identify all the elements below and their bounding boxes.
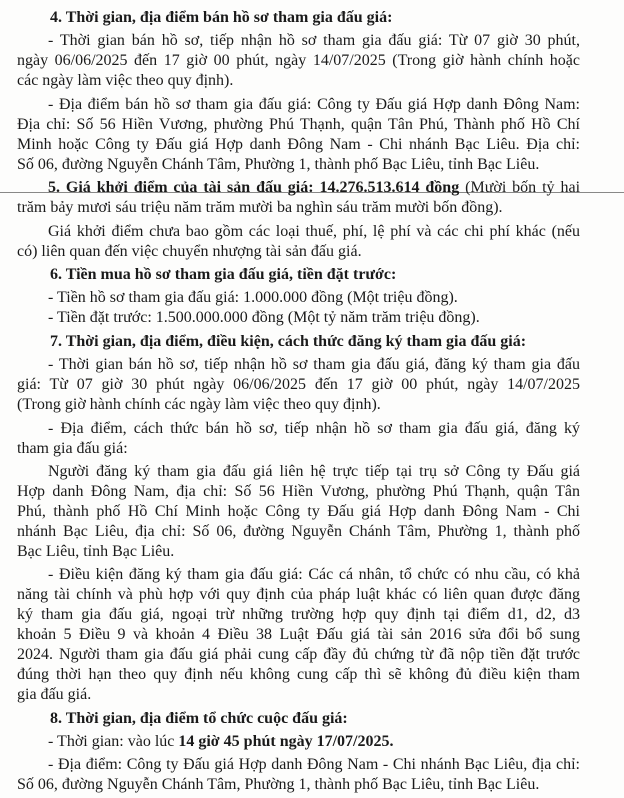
text-line: - Địa điểm, cách thức bán hồ sơ, tiếp nhận hồ sơ tham gia đấu giá, đăng ký	[48, 419, 580, 437]
text-line: Người đăng ký tham gia đấu giá liên hệ trực tiếp tại trụ sở Công ty Đấu giá	[48, 462, 580, 480]
text-line: - Thời gian bán hồ sơ, tiếp nhận hồ sơ tham gia đấu giá, đăng ký tham gia đấu	[48, 356, 580, 374]
section-heading	[17, 332, 580, 352]
text-line: Giá khởi điểm chưa bao gồm các loại thuế, phí, lệ phí và các chi phí khác (nếu	[48, 222, 580, 240]
text-line: trăm bảy mươi sáu triệu năm trăm mười ba nghìn sáu trăm mười bốn đồng).	[17, 199, 503, 217]
paragraph	[17, 222, 580, 262]
text-line: - Địa điểm bán hồ sơ tham gia đấu giá: Công ty Đấu giá Hợp danh Đông Nam:	[48, 95, 580, 113]
text-line: - Địa điểm: Công ty Đấu giá Hợp danh Đông Nam - Chi nhánh Bạc Liêu, địa chỉ:	[48, 756, 580, 774]
paragraph	[17, 419, 580, 459]
text-line: gia đấu giá.	[17, 686, 92, 704]
text-line: 2024. Người tham gia đấu giá phải cung cấp đầy đủ chứng từ đã nộp tiền đặt trước	[17, 646, 580, 664]
text-line: 7. Thời gian, địa điểm, điều kiện, cách thức đăng ký tham gia đấu giá:	[50, 332, 527, 350]
text-line: Bạc Liêu, tỉnh Bạc Liêu.	[17, 542, 175, 560]
paragraph	[17, 288, 580, 308]
text-span: (Mười bốn tỷ hai	[459, 179, 581, 197]
text-line: - Thời gian bán hồ sơ, tiếp nhận hồ sơ tham gia đấu giá: Từ 07 giờ 30 phút,	[48, 32, 580, 50]
text-line: có) liên quan đến việc chuyển nhượng tài sản đấu giá.	[17, 242, 362, 260]
text-line: - Tiền hồ sơ tham gia đấu giá: 1.000.000 đồng (Một triệu đồng).	[48, 289, 458, 307]
section-heading	[17, 709, 580, 729]
text-line	[17, 178, 580, 198]
bold-text: 5. Giá khởi điểm của tài sản đấu giá: 14.276.513.614 đồng	[48, 179, 460, 197]
paragraph	[17, 755, 580, 795]
text-line: Hợp danh Đông Nam, địa chỉ: Số 56 Hiền Vương, phường Phú Thạnh, quận Tân	[17, 482, 580, 500]
text-line: - Tiền đặt trước: 1.500.000.000 đồng (Một tỷ năm trăm triệu đồng).	[48, 309, 480, 327]
text-line: các ngày làm việc theo quy định).	[17, 72, 234, 90]
paragraph	[17, 462, 580, 562]
text-line: năng tài chính và phù hợp với quy định của pháp luật khác có liên quan được đăng	[17, 586, 580, 604]
section-heading	[17, 8, 580, 28]
paragraph	[17, 95, 580, 175]
paragraph	[17, 355, 580, 415]
text-line: nhánh Bạc Liêu, địa chỉ: Số 06, đường Nguyễn Chánh Tâm, Phường 1, thành phố	[17, 522, 580, 540]
text-line: Số 06, đường Nguyễn Chánh Tâm, Phường 1, thành phố Bạc Liêu, tỉnh Bạc Liêu.	[17, 155, 540, 173]
paragraph	[17, 308, 580, 328]
text-line: Số 06, đường Nguyễn Chánh Tâm, Phường 1, thành phố Bạc Liêu, tỉnh Bạc Liêu.	[17, 776, 540, 794]
text-line: Minh hoặc Công ty Đấu giá Hợp danh Đông Nam - Chi nhánh Bạc Liêu. Địa chỉ:	[17, 135, 580, 153]
text-line: 4. Thời gian, địa điểm bán hồ sơ tham gia đấu giá:	[50, 9, 393, 26]
text-span: - Thời gian: vào lúc	[48, 733, 179, 751]
text-line: (Trong giờ hành chính các ngày làm việc theo quy định).	[17, 396, 381, 414]
text-line: đúng thời hạn theo quy định nếu không cung cấp thì sẽ không đủ điều kiện tham	[17, 666, 580, 684]
text-line	[17, 732, 580, 752]
text-line: 8. Thời gian, địa điểm tổ chức cuộc đấu giá:	[50, 709, 348, 727]
text-line: - Điều kiện đăng ký tham gia đấu giá: Các cá nhân, tổ chức có nhu cầu, có khả	[48, 566, 580, 584]
text-line: ký tham gia đấu giá, ngoại trừ những trường hợp quy định tại điểm d1, d2, d3	[17, 606, 580, 624]
text-line: ngày 06/06/2025 đến 17 giờ 00 phút, ngày 14/07/2025 (Trong giờ hành chính hoặc	[17, 52, 580, 70]
bold-text: 14 giờ 45 phút ngày 17/07/2025.	[178, 733, 394, 751]
text-line: 6. Tiền mua hồ sơ tham gia đấu giá, tiền đặt trước:	[50, 265, 397, 283]
text-line: giá: Từ 07 giờ 30 phút ngày 06/06/2025 đến 17 giờ 00 phút, ngày 14/07/2025	[17, 376, 580, 394]
paragraph	[17, 31, 580, 91]
text-line: khoản 5 Điều 9 và khoản 4 Điều 38 Luật Đấu giá tài sản 2016 sửa đổi bổ sung	[17, 626, 580, 644]
text-line: Địa chỉ: Số 56 Hiền Vương, phường Phú Thạnh, quận Tân Phú, Thành phố Hồ Chí	[17, 115, 580, 133]
document-body	[17, 8, 580, 795]
text-line: tham gia đấu giá:	[17, 439, 128, 457]
text-line: Phú, thành phố Hồ Chí Minh hoặc Công ty Đấu giá Hợp danh Đông Nam - Chi	[17, 502, 580, 520]
paragraph	[17, 565, 580, 705]
section-heading	[17, 265, 580, 285]
paragraph	[17, 178, 580, 218]
paragraph	[17, 732, 580, 752]
